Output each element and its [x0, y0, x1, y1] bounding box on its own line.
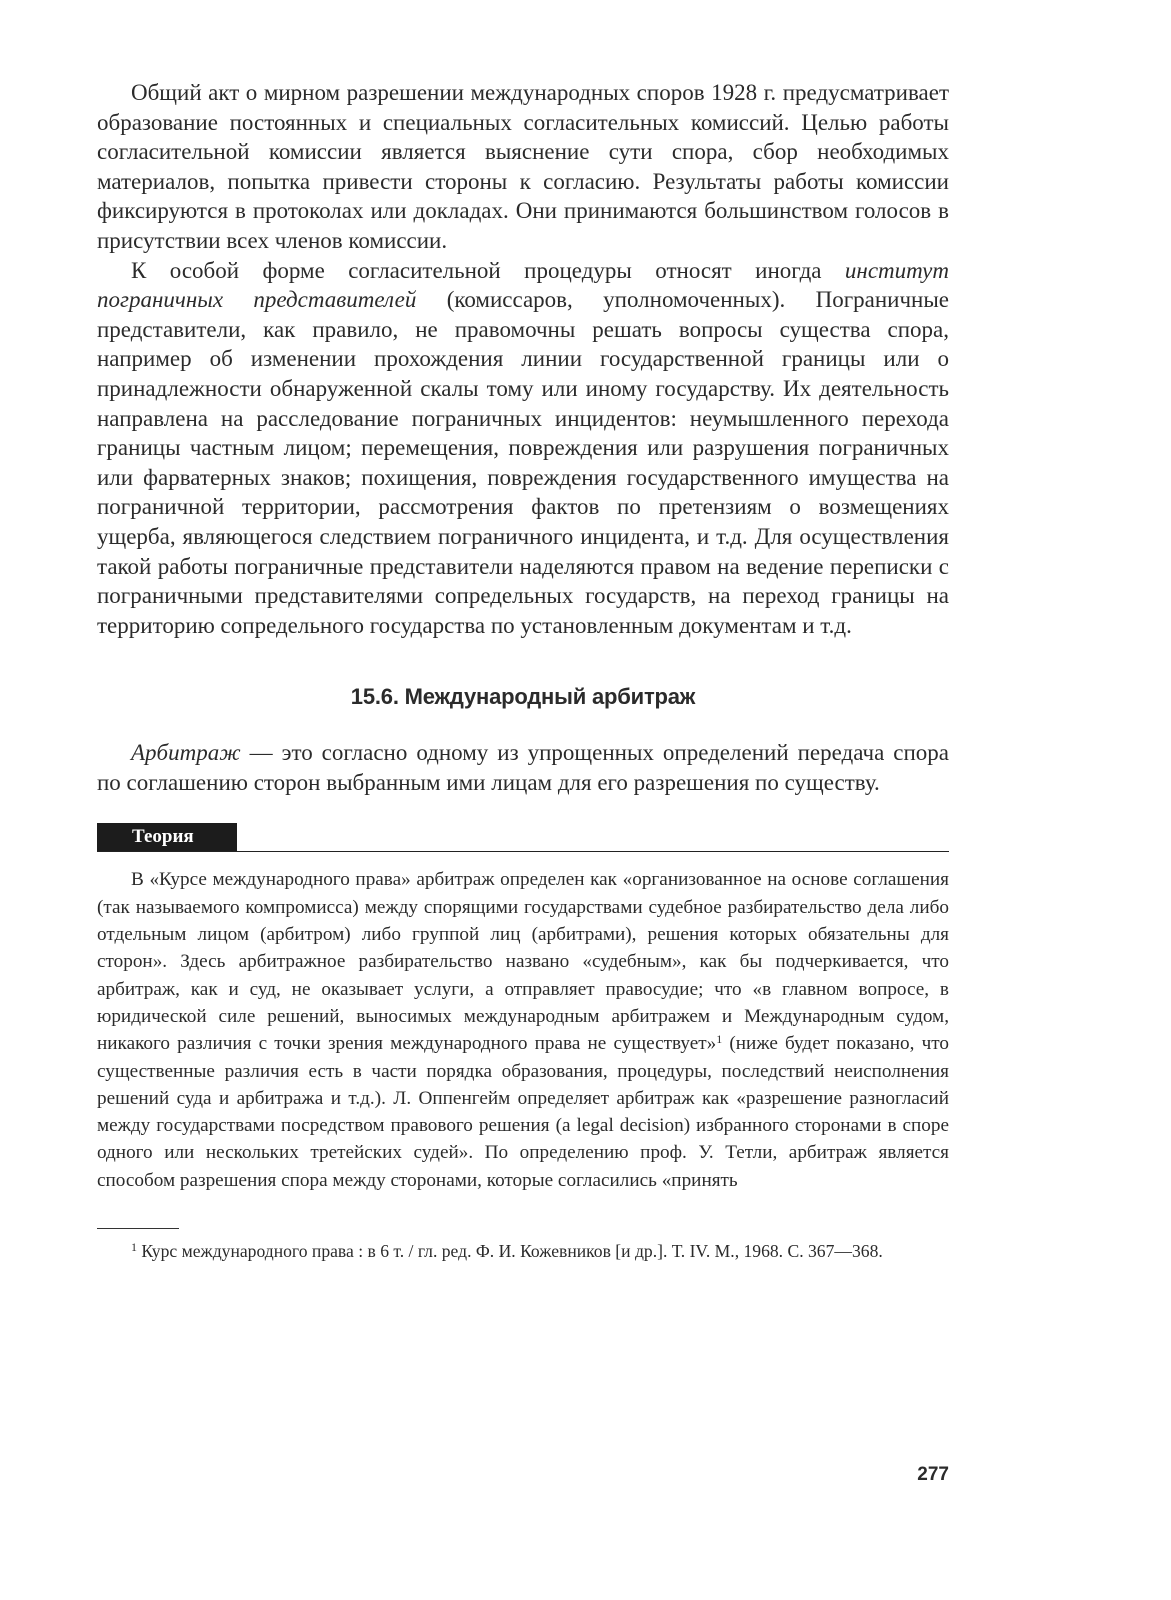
footnote-reference[interactable]: 1 — [716, 1032, 723, 1047]
paragraph-text: (комиссаров, уполномоченных). Пограничные представители, как правило, не правомочны решать вопросы существа спора, например об изменении прохождения линии государственной границы или о принадлежности обнаруженной скалы тому или иному государству. Их деятельность направлена на расследование пограничных инцидентов: неумышленного перехода границы частным лицом; перемещения, повреждения или разрушения пограничных или фарватерных знаков; похищения, повреждения государственного имущества на пограничной территории, рассмотрения фактов по претензиям о возмещениях ущерба, являющегося следствием пограничного инцидента, и т.д. Для осуществления такой работы пограничные представители наделяются правом на ведение переписки с пограничными представителями сопредельных государств, на переход границы на территорию сопредельного государства по установленным документам и т.д. — [97, 287, 949, 638]
footnote-text: Курс международного права : в 6 т. / гл. ред. Ф. И. Кожевников [и др.]. Т. IV. М., 1968. С. 367—368. — [137, 1241, 883, 1262]
paragraph-text: — это согласно одному из упрощенных определений передача спора по соглашению сторон выбранным ими лицам для его разрешения по существу. — [97, 740, 949, 795]
footnote — [97, 1239, 949, 1264]
footnote-divider — [97, 1228, 179, 1229]
theory-box-header — [97, 823, 949, 852]
paragraph-border-representatives — [97, 256, 949, 641]
theory-text — [97, 866, 949, 1194]
page-body — [97, 78, 949, 1264]
italic-term: Арбитраж — [131, 740, 241, 766]
footnote-mark: 1 — [131, 1240, 137, 1255]
section-heading: 15.6. Международный арбитраж — [350, 684, 696, 710]
paragraph-general-act: Общий акт о мирном разрешении международных споров 1928 г. предусматривает образование постоянных и специальных согласительных комиссий. Целью работы согласительной комиссии является выяснение сути спора, сбор необходимых материалов, попытка привести стороны к согласию. Результаты работы комиссии фиксируются в протоколах или докладах. Они принимаются большинством голосов в присутствии всех членов комиссии. — [97, 80, 949, 253]
italic-term: институт пограничных представителей — [97, 257, 949, 313]
theory-text-part: (ниже будет показано, что существенные различия есть в части порядка образования, процедуры, последствий неисполнения решений суда и арбитража и т.д.). Л. Оппенгейм определяет арбитраж как «разрешение разногласий между государствами посредством правового решения (a legal decision) избранного сторонами в споре одного или нескольких третейских судей». По определению проф. У. Тетли, арбитраж является способом разрешения спора между сторонами, которые согласились «принять — [97, 1033, 949, 1191]
theory-text-part: В «Курсе международного права» арбитраж определен как «организованное на основе соглашения (так называемого компромисса) между спорящими государствами судебное разбирательство дела либо отдельным лицом (арбитром) либо группой лиц (арбитрами), решения которых обязательны для сторон». Здесь арбитражное разбирательство названо «судебным», как бы подчеркивается, что арбитраж, как и суд, не оказывает услуги, а отправляет правосудие; что «в главном вопросе, в юридической силе решений, выносимых международным арбитражем и Международным судом, никакого различия с точки зрения международного права не существует» — [97, 869, 949, 1055]
theory-label: Теория — [97, 823, 237, 851]
page-number: 277 — [917, 1464, 949, 1485]
paragraph-text: К особой форме согласительной процедуры относят иногда — [131, 257, 845, 283]
paragraph-arbitration-definition — [97, 738, 949, 797]
